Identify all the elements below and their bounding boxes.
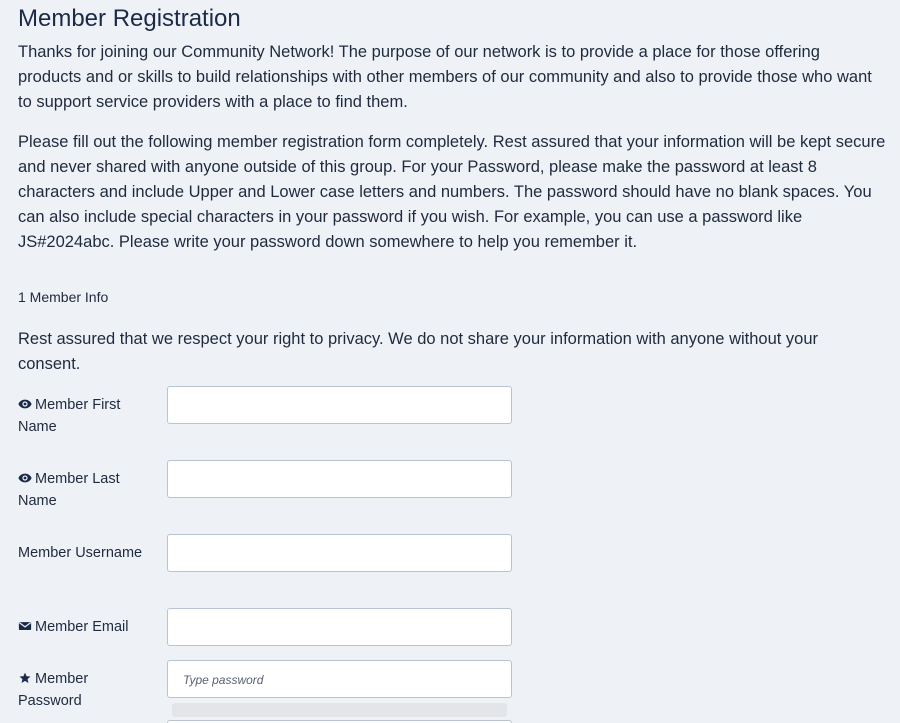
privacy-text: Rest assured that we respect your right to privacy. We do not share your information with anyone without your consent.	[18, 330, 819, 373]
first-name-label-text: Member First Name	[18, 397, 121, 435]
email-label	[18, 616, 148, 638]
email-label-text: Member Email	[35, 619, 129, 635]
username-input[interactable]	[167, 534, 512, 572]
email-row	[18, 608, 882, 660]
password-label	[18, 668, 148, 712]
password-row	[18, 660, 882, 723]
first-name-input[interactable]	[167, 386, 512, 424]
username-label-text: Member Username	[18, 545, 143, 561]
first-name-label	[18, 394, 148, 438]
username-row	[18, 534, 882, 608]
last-name-label	[18, 468, 148, 512]
password-input[interactable]	[167, 660, 512, 698]
eye-icon	[18, 398, 32, 410]
step-title: 1 Member Info	[18, 289, 109, 305]
last-name-label-text: Member Last Name	[18, 471, 120, 509]
intro-text: Thanks for joining our Community Network! The purpose of our network is to provide a place for those offering products and or skills to build relationships with other members of our community and also to provide those who want to support service providers with a place to find them.	[18, 43, 872, 111]
star-icon	[18, 672, 32, 684]
password-strength-meter	[172, 703, 507, 717]
eye-icon	[18, 472, 32, 484]
last-name-row	[18, 460, 882, 534]
envelope-icon	[18, 620, 32, 632]
first-name-row	[18, 386, 882, 460]
password-label-text: Member Password	[18, 671, 89, 709]
email-input[interactable]	[167, 608, 512, 646]
page-title: Member Registration	[18, 5, 241, 32]
username-label	[18, 542, 148, 564]
last-name-input[interactable]	[167, 460, 512, 498]
instructions-text: Please fill out the following member registration form completely. Rest assured that your information will be kept secure and never shared with anyone outside of this group. For your Password, please make the password at least 8 characters and include Upper and Lower case letters and numbers. The password should have no blank spaces. You can also include special characters in your password if you wish. For example, you can use a password like JS#2024abc. Please write your password down somewhere to help you remember it.	[18, 133, 886, 251]
